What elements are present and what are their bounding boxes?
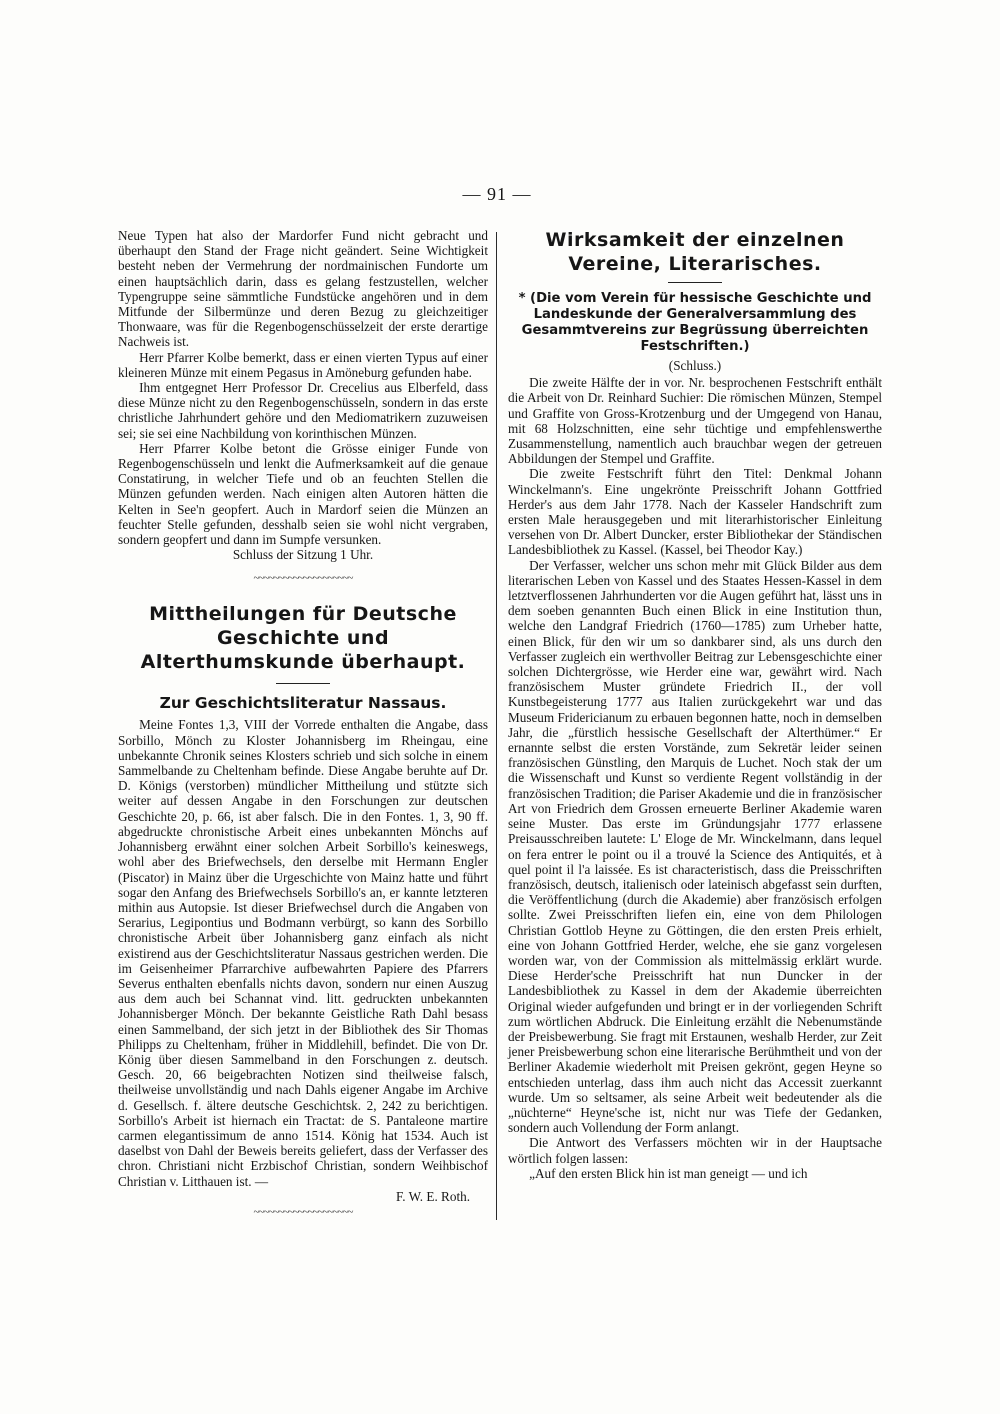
author-signature: F. W. E. Roth. <box>395 1188 470 1204</box>
paragraph: „Auf den ersten Blick hin ist man geneigt — und ich <box>529 1165 808 1181</box>
paragraph: Der Verfasser, welcher uns schon mehr mit Glück Bilder aus dem literarischen Leben von Kassel und des Staates Hessen-Kassel in dem letztverflossenen Jahrhunderten vor die Augen geführt hat, lässt uns in dem soeben genannten Buch einen Blick in eine Institution thun, welche den Landgraf Friedrich (1760—1785) zum Urheber hatte, einen Blick, für den wir um so dankbarer sind, als uns durch den Verfasser zugleich ein werthvoller Beitrag zur Lebensgeschichte einer solchen Dichtergrösse, wie Herder eine war, gewährt wird. Nach französischem Muster gründete Friedrich II., der voll Kunstbegeisterung 1777 aus Italien zurückgekehrt war und das Museum Fridericianum zu erbauen begonnen hatte, noch in demselben Jahr, die „fürstlich hessische Gesellschaft der Alterthümer.“ Er ernannte selbst die ersten Vorstände, zum Sekretär leider seinen französischen Günstling, den Marquis de Luchet. Noch stak der um die Wissenschaft und Kunst so verdiente Regent vollständig in der französischen Tradition; die Pariser Akademie und die in französischer Art von Friedrich dem Grossen erneuerte Berliner Akademie waren seine Muster. Das erste im Gründungsjahr 1777 erlassene Preisausschreiben lautete: L' Eloge de Mr. Winckelmann, dans lequel on fera entrer le point ou il a trouvé la Science des Antiquités, et à quel point il l'a laissée. Es ist characteristisch, dass die Preisschriften französisch, deutsch, italienisch oder lateinisch abgefasst sein durften, die Veröffentlichung (durch die Akademie) aber französisch erfolgen sollte. Zwei Preisschriften liefen ein, eine von dem Philologen Christian Gottlob Heyne zu Göttingen, die den ersten Preis erhielt, eine von Johann Gottfried Herder, welche, ehe sie ganz vorgelesen worden war, von der Commission als mittelmässig erklärt wurde. Diese Herder'sche Preisschrift hat nun Duncker in der Landesbibliothek zu Kassel in dem der Akademie überreichten Original wieder aufgefunden und bringt er in der vorliegenden Schrift zum wörtlichen Abdruck. Die Einleitung erzählt die Nebenumstände der Preisbewerbung. Sie fragt mit Erstaunen, weshalb Herder, zur Zeit jener Preisbewerbung schon eine literarische Berühmtheit und von der Berliner Akademie wiederholt mit Preisen gekrönt, gegen Heyne so entschieden unterlag, dass ihm auch nicht das Accessit zuerkannt wurde. Um so seltsamer, als seine Arbeit weit bedeutender als die „nüchterne“ Heyne'sche ist, nicht nur was Tiefe der Gedanken, sondern auch Vollendung der Form anlangt. <box>508 557 882 1136</box>
divider <box>276 683 330 684</box>
column-divider <box>496 232 497 1220</box>
paragraph: Die Antwort des Verfassers möchten wir in der Hauptsache wörtlich folgen lassen: <box>508 1135 882 1166</box>
divider <box>668 282 722 283</box>
section-heading: Mittheilungen für Deutsche Geschichte und Alterthumskunde überhaupt. <box>140 603 466 674</box>
paragraph: Die zweite Hälfte der in vor. Nr. besprochenen Festschrift enthält die Arbeit von Dr. Reinhard Suchier: Die römischen Münzen, Stempel und Graffite von Gross-Krotzenburg und der Umgegend von Hanau, mit 68 Holzschnitten, eine sehr tüchtige und empfehlenswerthe Zusammenstellung, namentlich auch brauchbar wegen der getreuen Abbildungen der Stempel und Graffite. <box>508 375 882 467</box>
left-column <box>118 228 488 1228</box>
article-title: Zur Geschichtsliteratur Nassaus. <box>159 694 447 713</box>
ornament-divider: ~~~~~~~~~~~~~~~~~~~~ <box>253 1205 353 1218</box>
session-end-note: Schluss der Sitzung 1 Uhr. <box>232 547 374 563</box>
paragraph: Herr Pfarrer Kolbe bemerkt, dass er einen vierten Typus auf einer kleineren Münze mit einem Pegasus in Amöneburg gefunden habe. <box>118 349 488 380</box>
paragraph: Ihm entgegnet Herr Professor Dr. Crecelius aus Elberfeld, dass diese Münze nicht zu den Regenbogenschüsseln, sondern in das erste christliche Jahrhundert gehöre und den Mediomatrikern zuzuweisen sei; sie sei eine Nachbildung von korinthischen Münzen. <box>118 380 488 441</box>
ornament-divider: ~~~~~~~~~~~~~~~~~~~~ <box>253 572 353 585</box>
article-subheading: * (Die vom Verein für hessische Geschichte und Landeskunde der Generalversammlung des Gesammtvereins zur Begrüssung überreichten Festschriften.) <box>518 291 872 354</box>
paragraph: Die zweite Festschrift führt den Titel: Denkmal Johann Winckelmann's. Eine ungekrönte Preisschrift Johann Gottfried Herder's aus dem Jahr 1778. Nach der Kasseler Handschrift zum ersten Male herausgegeben und mit literarhistorischer Einleitung versehen von Dr. Albert Duncker, erster Bibliothekar der Ständischen Landesbibliothek zu Kassel. (Kassel, bei Theodor Kay.) <box>508 466 882 558</box>
right-column <box>508 228 882 1181</box>
page-number: — 91 — <box>462 184 532 204</box>
paragraph: Neue Typen hat also der Mardorfer Fund nicht gebracht und überhaupt den Stand der Frage nicht geändert. Seine Wichtigkeit besteht neben der Vermehrung der nordmainischen Fundorte um einen hauptsächlich darin, dass es gelang festzustellen, welcher Typengruppe seine sämmtliche Fundstücke angehören und in dem Mitfunde der Silbermünze und deren Bezug zu gleichzeitiger Thonwaare, was für die Regenbogenschüsselzeit der erste derartige Nachweis ist. <box>118 228 488 350</box>
paragraph: Herr Pfarrer Kolbe betont die Grösse einiger Funde von Regenbogenschüsseln und lenkt die Aufmerksamkeit auf die genaue Constatirung, in welcher Tiefe und ob an feuchten Stellen die Münzen gefunden werden. Nach einigen alten Autoren hätten die Kelten in See'n geopfert. Auch in Mardorf seien die Münzen an feuchter Stelle gefunden, desshalb seien sie wohl nicht vergraben, sondern geopfert und dann im Sumpfe versunken. <box>118 440 488 548</box>
paragraph: Meine Fontes 1,3, VIII der Vorrede enthalten die Angabe, dass Sorbillo, Mönch zu Kloster Johannisberg im Rheingau, eine unbekannte Chronik seines Klosters schrieb und sich solche in einem Sammelbande zu Cheltenham befinde. Diese Angabe beruhte auf Dr. D. Königs (verstorben) mündlicher Mittheilung und stützte sich weiter auf dessen Angabe in den Forschungen zur deutschen Geschichte 20, p. 66, ist aber falsch. Die in den Fontes. 1, 3, 90 ff. abgedruckte chronistische Arbeit eines unbekannten Mönchs auf Johannisberg erwähnt einer solchen Arbeit Sorbillo's keineswegs, wohl aber des Briefwechsels, den derselbe mit Hermann Engler (Piscator) in Mainz über die Urgeschichte von Mainz hatte und führt sogar den Anfang des Briefwechsels Sorbillo's an, er kannte letzteren mithin aus Autopsie. Ist dieser Briefwechsel durch die Angaben von Serarius, Legipontius und Bodmann verbürgt, so kann des Sorbillo chronistische Arbeit über Johannisberg ganz einfach als nicht existirend aus der Geschichtsliteratur Nassaus gestrichen werden. Die im Geisenheimer Pfarrarchive aufbewahrten Papiere des Pfarrers Severus enthalten ebenfalls nichts davon, sondern nur einen Auszug aus dem auch bei Schannat vind. litt. gedruckten unbekannten Johannisberger Mönch. Der bekannte Geistliche Rath Dahl besass einen Sammelband, der sich jetzt in der Bibliothek des Sir Thomas Philipps zu Cheltenham, früher in Middlehill, befindet. Die von Dr. König über diesen Sammelband in den Forschungen z. deutsch. Gesch. 20, 66 beigebrachten Notizen sind theilweise falsch, theilweise unvollständig und nach Dahls eigener Angabe im Archive d. Gesellsch. f. ältere deutsche Geschichtsk. 2, 242 zu berichtigen. Sorbillo's Arbeit ist hiernach ein Tractat: de S. Pantaleone martire carmen elegantissimum de anno 1514. König hat 1534. Auch ist daselbst von Dahl der Beweis bereits geliefert, dass der Verfasser des chron. Christiani nicht Erzbischof Christian, sondern Weihbischof Christian v. Litthauen ist. — <box>118 717 488 1189</box>
section-heading: Wirksamkeit der einzelnen Vereine, Literarisches. <box>545 229 845 275</box>
continuation-note: (Schluss.) <box>668 358 722 373</box>
